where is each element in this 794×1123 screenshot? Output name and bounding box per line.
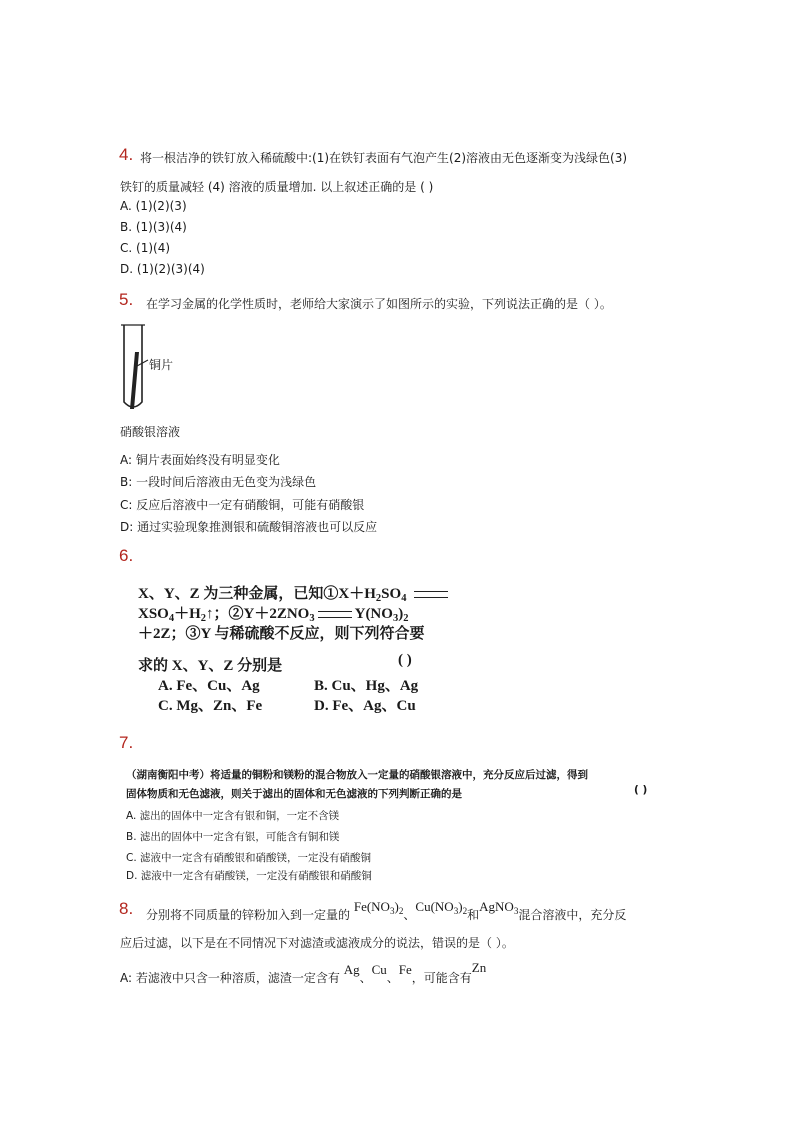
equals-sign-icon <box>318 611 352 618</box>
question-8-number: 8. <box>119 899 134 918</box>
question-4-option-a: A. (1)(2)(3) <box>120 199 187 213</box>
question-4-number: 4. <box>119 145 134 164</box>
question-7-option-b: B. 滤出的固体中一定含有银，可能含有铜和镁 <box>126 831 340 843</box>
question-7-number: 7. <box>119 733 134 752</box>
question-7-option-c: C. 滤液中一定含有硝酸银和硝酸镁，一定没有硝酸铜 <box>126 852 372 864</box>
question-4-stem-line2: 铁钉的质量减轻 (4) 溶液的质量增加. 以上叙述正确的是 ( ) <box>120 180 434 194</box>
question-6-line2: $XSO_4+H_2↑$；$②Y+2ZNO_3$ $Y(NO_3)_2$ <box>138 606 409 624</box>
question-4-stem-line1: 将一根洁净的铁钉放入稀硫酸中:(1)在铁钉表面有气泡产生(2)溶液由无色逐渐变为浅绿色(3) <box>140 151 628 165</box>
question-6-number: 6. <box>119 546 134 565</box>
formula-iron-nitrate: $Fe(NO_3)_2$ <box>353 899 404 916</box>
question-5-number: 5. <box>119 290 134 309</box>
equals-sign-icon <box>414 591 448 598</box>
question-8-stem-line2: 应后过滤，以下是在不同情况下对滤渣或滤液成分的说法，错误的是（ ）。 <box>120 936 514 950</box>
figure-label-copper: 铜片 <box>149 358 174 372</box>
question-8-stem-line1: 分别将不同质量的锌粉加入到一定量的 $Fe(NO_3)_2$、$Cu(NO_3)_2$和AgNO$_3$混合溶液中，充分反 <box>146 899 627 922</box>
question-6-option-d: D. Fe、Ag、Cu <box>314 698 416 714</box>
formula-copper-nitrate: $Cu(NO_3)_2$ <box>415 899 468 916</box>
question-8-option-a: A: 若滤液中只含一种溶质，滤渣一定含有 Ag、Cu、Fe，可能含有Zn <box>120 960 487 985</box>
question-5-option-b: B: 一段时间后溶液由无色变为浅绿色 <box>120 475 317 489</box>
question-5-stem: 在学习金属的化学性质时，老师给大家演示了如图所示的实验，下列说法正确的是（ ）。 <box>146 297 612 311</box>
question-7-stem-line1: （湖南衡阳中考）将适量的铜粉和镁粉的混合物放入一定量的硝酸银溶液中，充分反应后过滤，得到 <box>126 769 588 781</box>
question-7-option-d: D. 滤液中一定含有硝酸镁，一定没有硝酸银和硝酸铜 <box>126 870 372 882</box>
figure-caption-silver-nitrate: 硝酸银溶液 <box>120 425 181 439</box>
question-6-answer-paren: ( ) <box>398 652 412 668</box>
question-4-option-c: C. (1)(4) <box>120 241 171 255</box>
symbol-iron: Fe <box>398 962 412 977</box>
question-6-option-a: A. Fe、Cu、Ag <box>158 678 260 694</box>
question-7-option-a: A. 滤出的固体中一定含有银和铜，一定不含镁 <box>126 810 340 822</box>
question-6-line4: 求的 X、Y、Z 分别是 <box>138 658 283 674</box>
question-6-option-c: C. Mg、Zn、Fe <box>158 698 263 714</box>
copper-strip-icon <box>130 352 139 409</box>
symbol-copper: Cu <box>371 962 387 977</box>
symbol-zinc: Zn <box>471 960 487 975</box>
question-4-option-b: B. (1)(3)(4) <box>120 220 187 234</box>
question-4-option-d: D. (1)(2)(3)(4) <box>120 262 205 276</box>
question-5-option-d: D: 通过实验现象推测银和硫酸铜溶液也可以反应 <box>120 520 378 534</box>
symbol-silver: Ag <box>343 962 360 977</box>
formula-silver-nitrate: AgNO$_3$ <box>479 899 519 916</box>
question-6-option-b: B. Cu、Hg、Ag <box>314 678 419 694</box>
question-7-stem-line2: 固体物质和无色滤液，则关于滤出的固体和无色滤液的下列判断正确的是 <box>126 788 462 800</box>
question-5-option-c: C: 反应后溶液中一定有硝酸铜，可能有硝酸银 <box>120 498 365 512</box>
question-6-line3: ＋2Z；③Y 与稀硫酸不反应，则下列符合要 <box>138 626 425 642</box>
question-6-line1: X、Y、Z 为三种金属，已知$①X+H_2SO_4$ <box>138 582 451 603</box>
question-5-option-a: A: 铜片表面始终没有明显变化 <box>120 453 280 467</box>
question-7-answer-paren: ( ) <box>634 784 648 796</box>
